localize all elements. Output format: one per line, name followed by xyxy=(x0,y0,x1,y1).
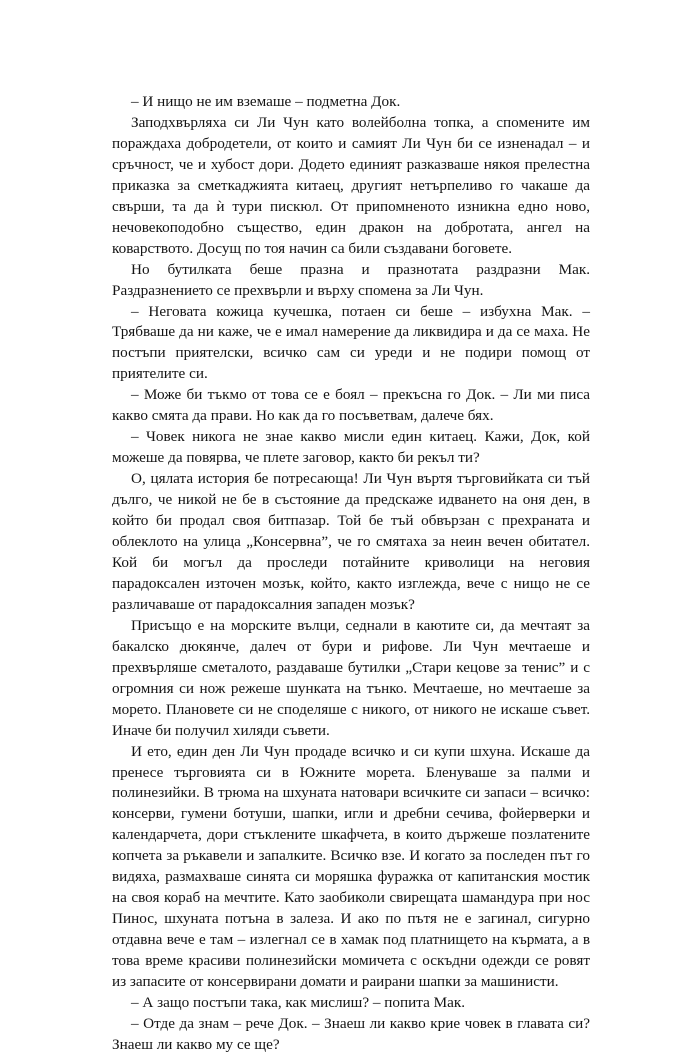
paragraph: Присъщо е на морските вълци, седнали в каютите си, да мечтаят за бакалско дюкянче, далеч от бури и рифове. Ли Чун мечтаеше и прехвърляше сметалото, раздаваше бутилки „Стари кецове за тенис” и с огромния си нож режеше шунката на тънко. Мечтаеше, но мечтаеше за морето. Плановете си не споделяше с никого, от никого не искаше съвет. Иначе би получил хиляди съвети. xyxy=(112,616,590,739)
paragraph: – Човек никога не знае какво мисли един китаец. Кажи, Док, кой можеше да повярва, че плете заговор, както би рекъл ти? xyxy=(112,428,590,467)
paragraph: – Отде да знам – рече Док. – Знаеш ли какво крие човек в главата си? Знаеш ли какво му се ще? xyxy=(112,1014,590,1053)
paragraph: Заподхвърляха си Ли Чун като волейболна топка, а спомените им пораждаха добродетели, от които и самият Ли Чун би се изненадал – и сръчност, че и хубост дори. Додето единият разказваше някоя прелестна приказка за сметкаджията китаец, другият нетърпеливо го чакаше да свърши, та да ѝ тури пискюл. От припомненото изникна едно ново, нечовекоподобно същество, един дракон на добротата, ангел на коварството. Досущ по тоя начин са били създавани боговете. xyxy=(112,113,590,257)
paragraph: И ето, един ден Ли Чун продаде всичко и си купи шхуна. Искаше да пренесе търговията си в Южните морета. Бленуваше за палми и полинезийки. В трюма на шхуната натовари всичките си запаси – всичко: консерви, гумени ботуши, шапки, игли и дребни сечива, фойерверки и календарчета, дори стъклените шкафчета, в които държеше позлатените копчета за ръкавели и запалките. Всичко взе. И когато за последен път го видяха, размахваше синята си моряшка фуражка от капитанския мостик на своя кораб на мечтите. Като заобиколи свирещата шамандура при нос Пинос, шхуната потъна в залеза. И ако по пътя не е загинал, сигурно отдавна вече е там – излегнал се в хамак под платнището на кърмата, а в това време красиви полинезийски момичета с оскъдни одежди се ровят из запасите от консервирани домати и раирани шапки за машинисти. xyxy=(112,742,590,991)
paragraph: О, цялата история бе потресающа! Ли Чун въртя търговийката си тъй дълго, че никой не бе в състояние да предскаже идването на оня ден, в който би продал своя битпазар. Той бе тъй обвързан с прехраната и облеклото на улица „Консервна”, че го смятаха за неин вечен обитател. Кой би могъл да проследи потайните криволици на неговия парадоксален източен мозък, който, както изглежда, вече с нищо не се различаваше от парадоксалния западен мозък? xyxy=(112,470,590,613)
paragraph: – Може би тъкмо от това се е боял – прекъсна го Док. – Ли ми писа какво смята да прави. Но как да го посъветвам, далече бях. xyxy=(112,386,590,425)
paragraph: – А защо постъпи така, как мислиш? – попита Мак. xyxy=(131,993,466,1011)
paragraph: Но бутилката беше празна и празнотата раздразни Мак. Раздразнението се прехвърли и върху спомена за Ли Чун. xyxy=(112,260,590,299)
paragraph: – И нищо не им вземаше – подметна Док. xyxy=(131,93,401,110)
paragraph: – Неговата кожица кучешка, потаен си беше – избухна Мак. – Трябваше да ни каже, че е имал намерение да ликвидира и да се маха. Не постъпи приятелски, всичко сам си уреди и не подири помощ от приятелите си. xyxy=(112,302,590,383)
